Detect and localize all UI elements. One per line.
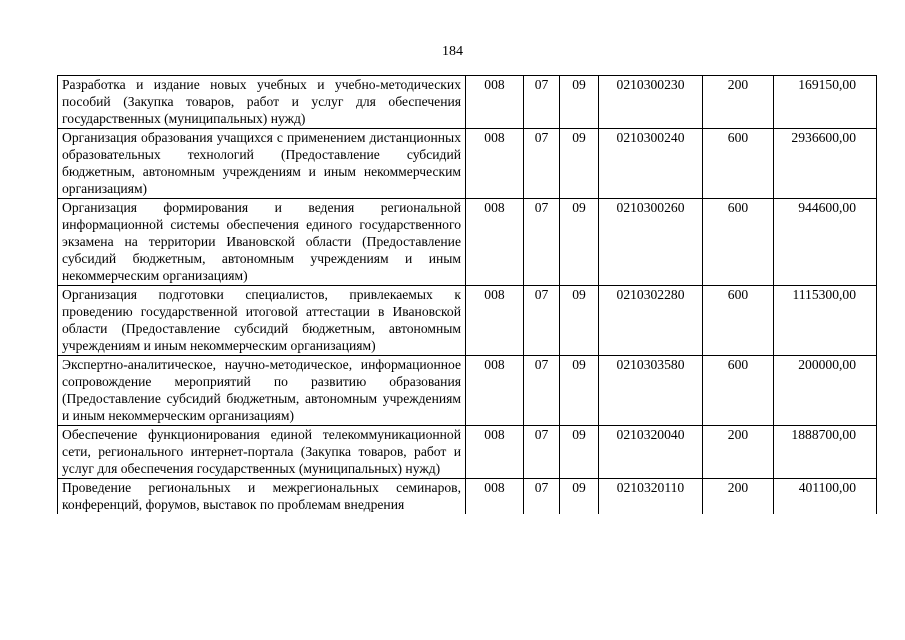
amount: 1888700,00 bbox=[774, 426, 877, 479]
section-code: 07 bbox=[524, 356, 560, 426]
section-code: 07 bbox=[524, 76, 560, 129]
page-number: 184 bbox=[442, 44, 463, 59]
target-article-code: 0210300230 bbox=[599, 76, 703, 129]
section-code: 07 bbox=[524, 199, 560, 286]
target-article-code: 0210303580 bbox=[599, 356, 703, 426]
row-description: Организация подготовки специалистов, привлекаемых к проведению государственной итоговой аттестации в Ивановской области (Предоставление субсидий бюджетным, автономным учреждениям и иным некоммерческим организациям) bbox=[58, 286, 466, 356]
ministry-code: 008 bbox=[466, 356, 524, 426]
row-description: Организация формирования и ведения региональной информационной системы обеспечения единого государственного экзамена на территории Ивановской области (Предоставление субсидий бюджетным, автономным учреждениям и иным некоммерческим организациям) bbox=[58, 199, 466, 286]
section-code: 07 bbox=[524, 286, 560, 356]
expense-type-code: 600 bbox=[703, 356, 774, 426]
section-code: 07 bbox=[524, 426, 560, 479]
ministry-code: 008 bbox=[466, 76, 524, 129]
expense-type-code: 600 bbox=[703, 129, 774, 199]
table-row bbox=[58, 199, 877, 286]
row-description: Обеспечение функционирования единой телекоммуникационной сети, регионального интернет-портала (Закупка товаров, работ и услуг для обеспечения государственных (муниципальных) нужд) bbox=[58, 426, 466, 479]
target-article-code: 0210320040 bbox=[599, 426, 703, 479]
amount: 401100,00 bbox=[774, 479, 877, 515]
budget-table bbox=[57, 75, 877, 514]
expense-type-code: 200 bbox=[703, 426, 774, 479]
expense-type-code: 600 bbox=[703, 199, 774, 286]
table-row bbox=[58, 426, 877, 479]
amount: 200000,00 bbox=[774, 356, 877, 426]
amount: 169150,00 bbox=[774, 76, 877, 129]
table-row bbox=[58, 129, 877, 199]
subsection-code: 09 bbox=[560, 426, 599, 479]
subsection-code: 09 bbox=[560, 286, 599, 356]
expense-type-code: 200 bbox=[703, 479, 774, 515]
ministry-code: 008 bbox=[466, 129, 524, 199]
table-row bbox=[58, 286, 877, 356]
subsection-code: 09 bbox=[560, 129, 599, 199]
section-code: 07 bbox=[524, 479, 560, 515]
table-row bbox=[58, 479, 877, 515]
table-row bbox=[58, 356, 877, 426]
subsection-code: 09 bbox=[560, 199, 599, 286]
amount: 1115300,00 bbox=[774, 286, 877, 356]
row-description: Экспертно-аналитическое, научно-методическое, информационное сопровождение мероприятий по развитию образования (Предоставление субсидий бюджетным, автономным учреждениям и иным некоммерческим организациям) bbox=[58, 356, 466, 426]
ministry-code: 008 bbox=[466, 286, 524, 356]
ministry-code: 008 bbox=[466, 199, 524, 286]
amount: 2936600,00 bbox=[774, 129, 877, 199]
row-description: Организация образования учащихся с применением дистанционных образовательных технологий (Предоставление субсидий бюджетным, автономным учреждениям и иным некоммерческим организациям) bbox=[58, 129, 466, 199]
target-article-code: 0210320110 bbox=[599, 479, 703, 515]
row-description: Проведение региональных и межрегиональных семинаров, конференций, форумов, выставок по проблемам внедрения bbox=[58, 479, 466, 515]
expense-type-code: 200 bbox=[703, 76, 774, 129]
ministry-code: 008 bbox=[466, 426, 524, 479]
table-row bbox=[58, 76, 877, 129]
section-code: 07 bbox=[524, 129, 560, 199]
target-article-code: 0210300260 bbox=[599, 199, 703, 286]
amount: 944600,00 bbox=[774, 199, 877, 286]
subsection-code: 09 bbox=[560, 356, 599, 426]
row-description: Разработка и издание новых учебных и учебно-методических пособий (Закупка товаров, работ и услуг для обеспечения государственных (муниципальных) нужд) bbox=[58, 76, 466, 129]
target-article-code: 0210300240 bbox=[599, 129, 703, 199]
subsection-code: 09 bbox=[560, 76, 599, 129]
expense-type-code: 600 bbox=[703, 286, 774, 356]
subsection-code: 09 bbox=[560, 479, 599, 515]
ministry-code: 008 bbox=[466, 479, 524, 515]
target-article-code: 0210302280 bbox=[599, 286, 703, 356]
